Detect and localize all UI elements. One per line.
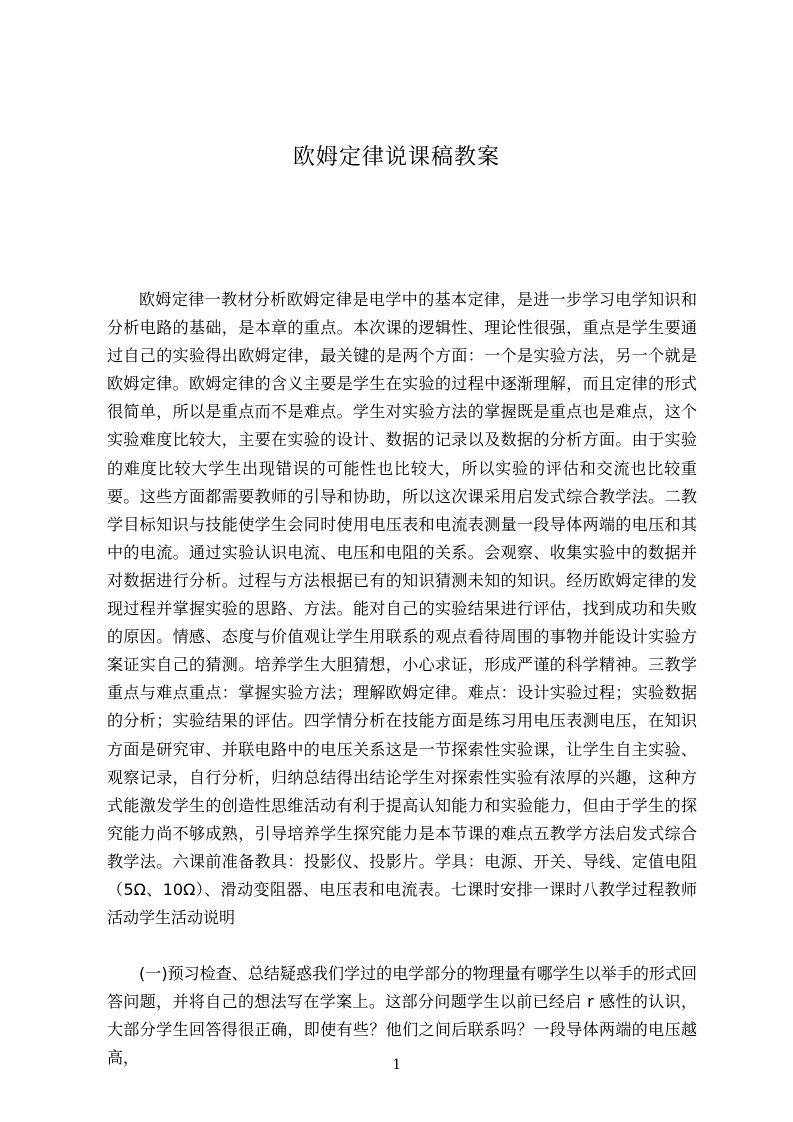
body-paragraph-2: (一)预习检查、总结疑惑我们学过的电学部分的物理量有哪学生以举手的形式回答问题，并将自己的想法写在学案上。这部分问题学生以前已经启 r 感性的认识，大部分学生回答得很正确，即使有些？他们之间后联系吗？一段导体两端的电压越高， [107, 964, 697, 1068]
page-number: 1 [392, 1056, 401, 1073]
document-body [107, 286, 697, 1073]
document-title: 欧姆定律说课稿教案 [292, 145, 500, 170]
body-paragraph-1: 欧姆定律一教材分析欧姆定律是电学中的基本定律，是进一步学习电学知识和分析电路的基础，是本章的重点。本次课的逻辑性、理论性很强，重点是学生要通过自己的实验得出欧姆定律，最关键的是两个方面：一个是实验方法，另一个就是欧姆定律。欧姆定律的含义主要是学生在实验的过程中逐渐理解，而且定律的形式很简单，所以是重点而不是难点。学生对实验方法的掌握既是重点也是难点，这个实验难度比较大，主要在实验的设计、数据的记录以及数据的分析方面。由于实验的难度比较大学生出现错误的可能性也比较大，所以实验的评估和交流也比较重要。这些方面都需要教师的引导和协助，所以这次课采用启发式综合教学法。二教学目标知识与技能使学生会同时使用电压表和电流表测量一段导体两端的电压和其中的电流。通过实验认识电流、电压和电阻的关系。会观察、收集实验中的数据并对数据进行分析。过程与方法根据已有的知识猜测未知的知识。经历欧姆定律的发现过程并掌握实验的思路、方法。能对自己的实验结果进行评估，找到成功和失败的原因。情感、态度与价值观让学生用联系的观点看待周围的事物并能设计实验方案证实自己的猜测。培养学生大胆猜想，小心求证，形成严谨的科学精神。三教学重点与难点重点：掌握实验方法；理解欧姆定律。难点：设计实验过程；实验数据的分析；实验结果的评估。四学情分析在技能方面是练习用电压表测电压，在知识方面是研究审、并联电路中的电压关系这是一节探索性实验课，让学生自主实验、观察记录，自行分析，归纳总结得出结论学生对探索性实验有浓厚的兴趣，这种方式能激发学生的创造性思维活动有利于提高认知能力和实验能力，但由于学生的探究能力尚不够成熟，引导培养学生探究能力是本节课的难点五教学方法启发式综合教学法。六课前准备教具：投影仪、投影片。学具：电源、开关、导线、定值电阻（5Ω、10Ω）、滑动变阻器、电压表和电流表。七课时安排一课时八教学过程教师活动学生活动说明 [107, 290, 697, 928]
